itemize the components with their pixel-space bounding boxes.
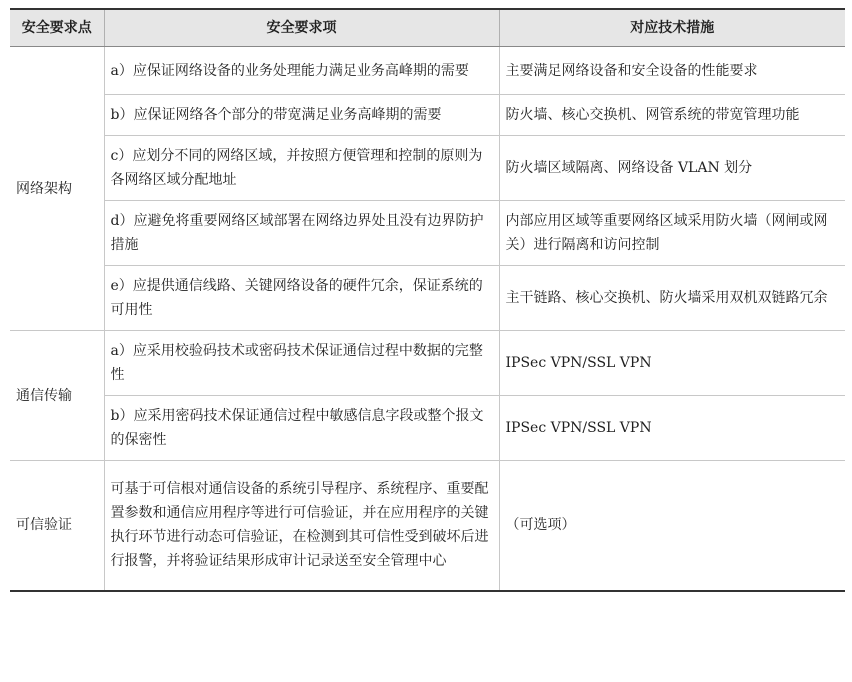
- requirement-item: a）应保证网络设备的业务处理能力满足业务高峰期的需要: [104, 47, 499, 95]
- point-communication-transmission: 通信传输: [10, 331, 104, 461]
- requirement-item: b）应保证网络各个部分的带宽满足业务高峰期的需要: [104, 95, 499, 136]
- security-requirements-table: [10, 8, 845, 592]
- point-network-architecture: 网络架构: [10, 47, 104, 331]
- technical-measure: （可选项）: [499, 461, 845, 591]
- table-row: [10, 201, 845, 266]
- table-row: [10, 136, 845, 201]
- technical-measure: 内部应用区域等重要网络区域采用防火墙（网闸或网关）进行隔离和访问控制: [499, 201, 845, 266]
- table-row: [10, 266, 845, 331]
- requirement-item: b）应采用密码技术保证通信过程中敏感信息字段或整个报文的保密性: [104, 396, 499, 461]
- table-row: [10, 396, 845, 461]
- point-trusted-verification: 可信验证: [10, 461, 104, 591]
- technical-measure: 主要满足网络设备和安全设备的性能要求: [499, 47, 845, 95]
- table-row: [10, 47, 845, 95]
- table-header-row: [10, 9, 845, 47]
- table-row: [10, 461, 845, 591]
- technical-measure: IPSec VPN/SSL VPN: [499, 331, 845, 396]
- header-requirement-item: 安全要求项: [104, 9, 499, 47]
- requirement-item: d）应避免将重要网络区域部署在网络边界处且没有边界防护措施: [104, 201, 499, 266]
- table-row: [10, 331, 845, 396]
- table-row: [10, 95, 845, 136]
- header-technical-measure: 对应技术措施: [499, 9, 845, 47]
- technical-measure: 防火墙、核心交换机、网管系统的带宽管理功能: [499, 95, 845, 136]
- header-requirement-point: 安全要求点: [10, 9, 104, 47]
- technical-measure: 防火墙区域隔离、网络设备 VLAN 划分: [499, 136, 845, 201]
- requirement-item: 可基于可信根对通信设备的系统引导程序、系统程序、重要配置参数和通信应用程序等进行可信验证，并在应用程序的关键执行环节进行动态可信验证，在检测到其可信性受到破坏后进行报警，并将验证结果形成审计记录送至安全管理中心: [104, 461, 499, 591]
- requirement-item: a）应采用校验码技术或密码技术保证通信过程中数据的完整性: [104, 331, 499, 396]
- technical-measure: IPSec VPN/SSL VPN: [499, 396, 845, 461]
- requirement-item: c）应划分不同的网络区域，并按照方便管理和控制的原则为各网络区域分配地址: [104, 136, 499, 201]
- requirement-item: e）应提供通信线路、关键网络设备的硬件冗余，保证系统的可用性: [104, 266, 499, 331]
- technical-measure: 主干链路、核心交换机、防火墙采用双机双链路冗余: [499, 266, 845, 331]
